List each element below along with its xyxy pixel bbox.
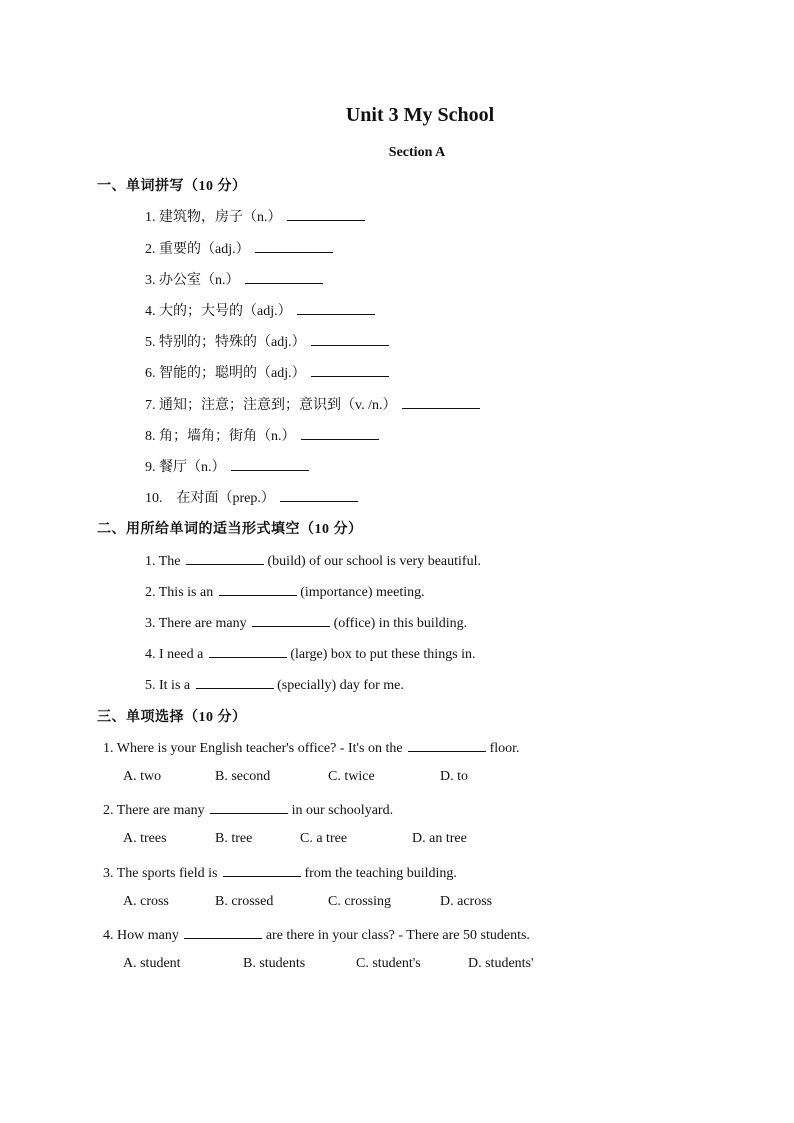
answer-blank[interactable] — [210, 800, 288, 814]
part2-text-before: 2. This is an — [145, 585, 214, 600]
part2-item — [145, 613, 467, 632]
answer-blank[interactable] — [311, 332, 389, 346]
part1-item-text: 5. 特别的；特殊的（adj.） — [145, 335, 306, 350]
option-b[interactable]: B. tree — [215, 831, 253, 846]
part2-text-before: 3. There are many — [145, 616, 247, 631]
part2-text-before: 1. The — [145, 554, 181, 569]
answer-blank[interactable] — [301, 426, 379, 440]
option-a[interactable]: A. cross — [123, 894, 169, 909]
part1-item — [145, 331, 389, 351]
part1-item — [145, 269, 323, 289]
answer-blank[interactable] — [311, 363, 389, 377]
part1-item-text: 9. 餐厅（n.） — [145, 460, 226, 475]
part1-item — [145, 425, 379, 445]
question-text-after: are there in your class? - There are 50 students. — [265, 928, 530, 943]
part1-item — [145, 238, 333, 258]
answer-blank[interactable] — [280, 488, 358, 502]
question-text-after: in our schoolyard. — [291, 803, 394, 818]
part1-item — [145, 206, 365, 226]
answer-blank[interactable] — [255, 239, 333, 253]
part2-item — [145, 644, 476, 663]
part2-text-before: 5. It is a — [145, 678, 191, 693]
part2-text-after: (importance) meeting. — [300, 585, 425, 600]
question-text-before: 1. Where is your English teacher's office? - It's on the — [103, 741, 403, 756]
part1-item-text: 3. 办公室（n.） — [145, 273, 240, 288]
option-c[interactable]: C. student's — [356, 956, 421, 971]
part1-item-text: 4. 大的；大号的（adj.） — [145, 304, 292, 319]
part1-item — [145, 456, 309, 476]
section-heading-2: 二、用所给单词的适当形式填空（10 分） — [97, 522, 363, 537]
section-subtitle: Section A — [388, 145, 446, 160]
question-text-before: 3. The sports field is — [103, 866, 218, 881]
section-heading-1: 一、单词拼写（10 分） — [97, 179, 247, 194]
option-b[interactable]: B. students — [243, 956, 306, 971]
answer-blank[interactable] — [408, 738, 486, 752]
answer-blank[interactable] — [219, 582, 297, 596]
part2-text-after: (build) of our school is very beautiful. — [267, 554, 481, 569]
option-c[interactable]: C. crossing — [328, 894, 391, 909]
option-d[interactable]: D. across — [440, 894, 493, 909]
part2-text-after: (specially) day for me. — [277, 678, 404, 693]
answer-blank[interactable] — [402, 395, 480, 409]
question-text-after: from the teaching building. — [304, 866, 457, 881]
part1-item-text: 8. 角；墙角；街角（n.） — [145, 429, 296, 444]
question-stem — [103, 925, 530, 944]
part2-text-before: 4. I need a — [145, 647, 204, 662]
question-text-before: 4. How many — [103, 928, 179, 943]
option-c[interactable]: C. twice — [328, 769, 375, 784]
page-title: Unit 3 My School — [345, 104, 495, 126]
part1-item-text: 1. 建筑物，房子（n.） — [145, 210, 282, 225]
part1-item-text: 7. 通知；注意；注意到；意识到（v. /n.） — [145, 398, 397, 413]
question-stem — [103, 738, 520, 757]
part1-item-text: 6. 智能的；聪明的（adj.） — [145, 366, 306, 381]
option-c[interactable]: C. a tree — [300, 831, 348, 846]
part2-item — [145, 582, 425, 601]
question-stem — [103, 800, 393, 819]
part1-item — [145, 300, 375, 320]
part1-item-text: 10. 在对面（prep.） — [145, 491, 275, 506]
answer-blank[interactable] — [223, 863, 301, 877]
answer-blank[interactable] — [184, 925, 262, 939]
part2-text-after: (large) box to put these things in. — [290, 647, 476, 662]
option-b[interactable]: B. crossed — [215, 894, 274, 909]
option-b[interactable]: B. second — [215, 769, 271, 784]
answer-blank[interactable] — [245, 270, 323, 284]
option-a[interactable]: A. student — [123, 956, 181, 971]
question-text-before: 2. There are many — [103, 803, 205, 818]
part2-text-after: (office) in this building. — [333, 616, 468, 631]
option-d[interactable]: D. to — [440, 769, 468, 784]
answer-blank[interactable] — [186, 551, 264, 565]
answer-blank[interactable] — [231, 457, 309, 471]
answer-blank[interactable] — [297, 301, 375, 315]
option-a[interactable]: A. trees — [123, 831, 167, 846]
part1-item — [145, 362, 389, 382]
answer-blank[interactable] — [252, 613, 330, 627]
answer-blank[interactable] — [209, 644, 287, 658]
option-a[interactable]: A. two — [123, 769, 162, 784]
part1-item — [145, 487, 358, 507]
option-d[interactable]: D. an tree — [412, 831, 467, 846]
question-stem — [103, 863, 457, 882]
section-heading-3: 三、单项选择（10 分） — [97, 710, 247, 725]
part2-item — [145, 551, 481, 570]
answer-blank[interactable] — [196, 675, 274, 689]
part2-item — [145, 675, 404, 694]
part1-item-text: 2. 重要的（adj.） — [145, 242, 250, 257]
question-text-after: floor. — [489, 741, 520, 756]
part1-item — [145, 394, 480, 414]
answer-blank[interactable] — [287, 207, 365, 221]
option-d[interactable]: D. students' — [468, 956, 534, 971]
